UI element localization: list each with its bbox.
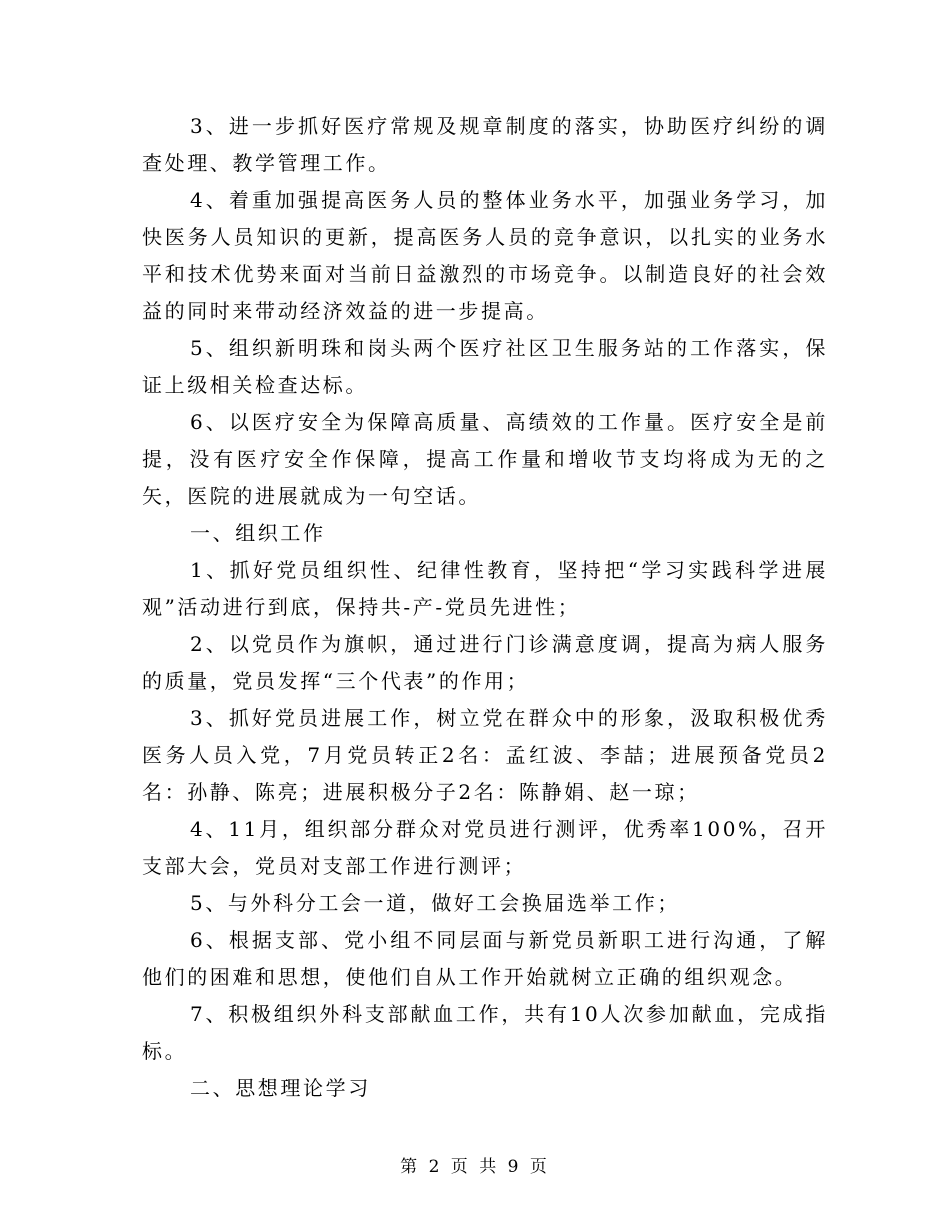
org-item-4: 4、11月，组织部分群众对党员进行测评，优秀率100%，召开支部大会，党员对支部工作进行测评；	[142, 817, 828, 878]
org-item-5: 5、与外科分工会一道，做好工会换届选举工作；	[190, 891, 680, 915]
paragraph-item-3: 3、进一步抓好医疗常规及规章制度的落实，协助医疗纠纷的调查处理、教学管理工作。	[142, 114, 828, 175]
document-body	[142, 108, 828, 1107]
org-item-6: 6、根据支部、党小组不同层面与新党员新职工进行沟通，了解他们的困难和思想，使他们自从工作开始就树立正确的组织观念。	[142, 928, 828, 989]
page-number-footer: 第 2 页 共 9 页	[400, 1157, 550, 1177]
org-item-7: 7、积极组织外科支部献血工作，共有10人次参加献血，完成指标。	[142, 1002, 828, 1063]
org-item-2: 2、以党员作为旗帜，通过进行门诊满意度调，提高为病人服务的质量，党员发挥“三个代表”的作用；	[142, 632, 828, 693]
section-heading-theory-study: 二、思想理论学习	[190, 1076, 371, 1100]
paragraph-item-6: 6、以医疗安全为保障高质量、高绩效的工作量。医疗安全是前提，没有医疗安全作保障，提高工作量和增收节支均将成为无的之矢，医院的进展就成为一句空话。	[142, 410, 828, 508]
section-heading-organization: 一、组织工作	[190, 521, 326, 545]
org-item-1: 1、抓好党员组织性、纪律性教育，坚持把“学习实践科学进展观”活动进行到底，保持共-产-党员先进性；	[142, 558, 828, 619]
paragraph-item-4: 4、着重加强提高医务人员的整体业务水平，加强业务学习，加快医务人员知识的更新，提高医务人员的竞争意识，以扎实的业务水平和技术优势来面对当前日益激烈的市场竞争。以制造良好的社会效益的同时来带动经济效益的进一步提高。	[142, 188, 828, 323]
org-item-3: 3、抓好党员进展工作，树立党在群众中的形象，汲取积极优秀医务人员入党，7月党员转正2名：孟红波、李喆；进展预备党员2名：孙静、陈亮；进展积极分子2名：陈静娟、赵一琼；	[142, 706, 828, 804]
paragraph-item-5: 5、组织新明珠和岗头两个医疗社区卫生服务站的工作落实，保证上级相关检查达标。	[142, 336, 828, 397]
